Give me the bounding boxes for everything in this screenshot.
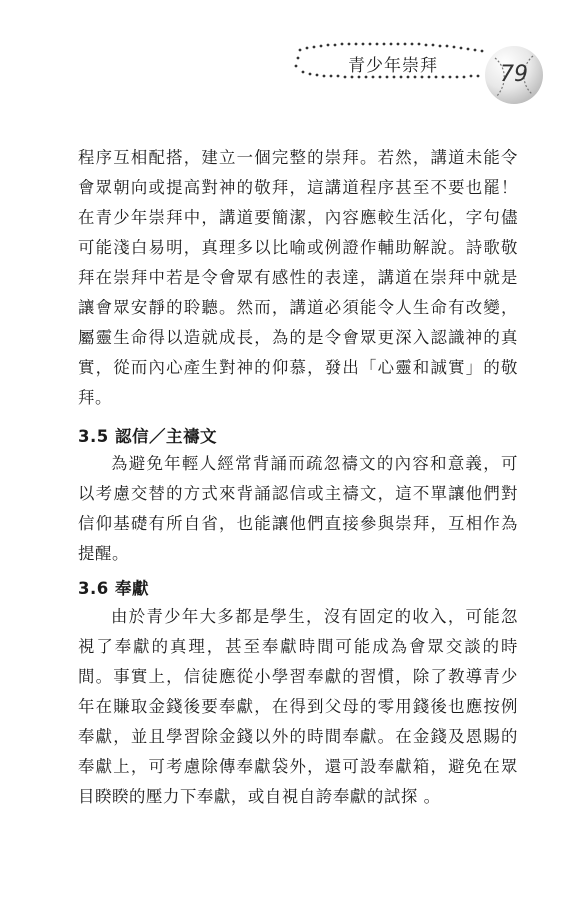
section-3-5-text: 為避免年輕人經常背誦而疏忽禱文的內容和意義，可以考慮交替的方式來背誦認信或主禱文，這不單讓他們對信仰基礎有所自省，也能讓他們直接參與崇拜，互相作為提醒。	[78, 454, 518, 563]
page-header	[0, 0, 580, 110]
paragraph-text: 程序互相配搭，建立一個完整的崇拜。若然，講道未能令會眾朝向或提高對神的敬拜，這講道程序甚至不要也罷！在青少年崇拜中，講道要簡潔，內容應較生活化，字句儘可能淺白易明，真理多以比喻或例證作輔助解說。詩歌敬拜在崇拜中若是令會眾有感性的表達，講道在崇拜中就是讓會眾安靜的聆聽。然而，講道必須能令人生命有改變，屬靈生命得以造就成長，為的是令會眾更深入認識神的真實，從而內心產生對神的仰慕，發出「心靈和誠實」的敬拜。	[78, 148, 518, 407]
page-number: 79	[500, 62, 528, 87]
running-title: 青少年崇拜	[348, 56, 438, 76]
section-heading-3-6: 3.6 奉獻	[78, 579, 149, 598]
section-heading-3-5: 3.5 認信／主禱文	[78, 427, 217, 446]
section-3-6-text: 由於青少年大多都是學生，沒有固定的收入，可能忽視了奉獻的真理，甚至奉獻時間可能成為會眾交談的時間。事實上，信徒應從小學習奉獻的習慣，除了教導青少年在賺取金錢後要奉獻，在得到父母的零用錢後也應按例奉獻，並且學習除金錢以外的時間奉獻。在金錢及恩賜的奉獻上，可考慮除傳奉獻袋外，還可設奉獻箱，避免在眾目睽睽的壓力下奉獻，或自視自誇奉獻的試探 。	[78, 607, 518, 806]
